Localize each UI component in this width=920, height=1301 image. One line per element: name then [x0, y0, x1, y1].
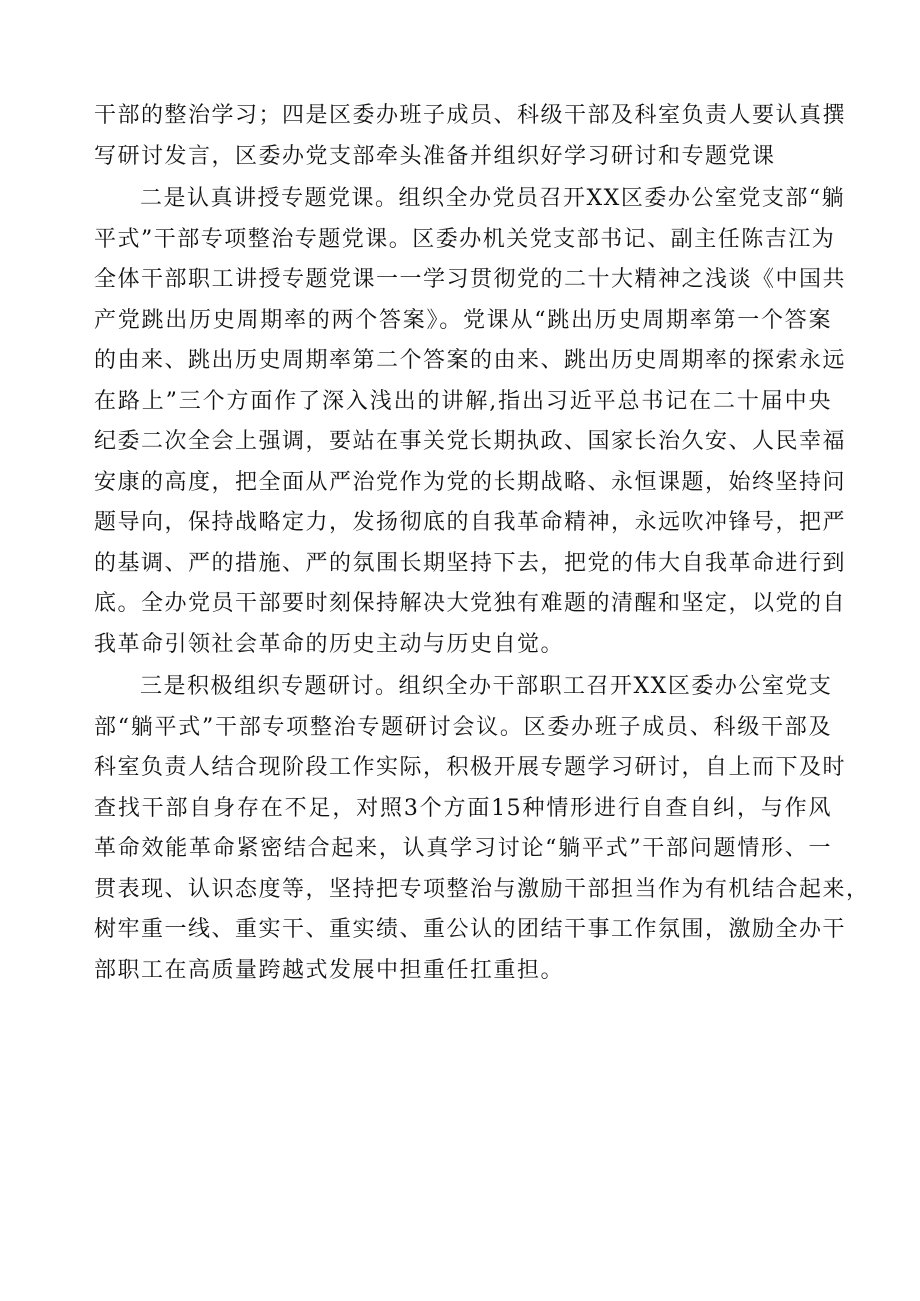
text-line: 干部的整治学习；四是区委办班子成员、科级干部及科室负责人要认真撰 — [94, 103, 847, 128]
text-line: 的由来、跳出历史周期率第二个答案的由来、跳出历史周期率的探索永远 — [94, 348, 847, 373]
text-line: 在路上”三个方面作了深入浅出的讲解,指出习近平总书记在二十届中央 — [94, 388, 832, 414]
text-line: 安康的高度，把全面从严治党作为党的长期战略、永恒课题，始终坚持问 — [94, 469, 847, 495]
text-line: 革命效能革命紧密结合起来，认真学习讨论“躺平式”干部问题情形、一 — [94, 836, 832, 861]
text-line: 纪委二次全会上强调，要站在事关党长期执政、国家长治久安、人民幸福 — [94, 429, 847, 454]
text-line: 贯表现、认识态度等，坚持把专项整治与激励干部担当作为有机结合起来， — [94, 876, 870, 902]
text-line: 题导向，保持战略定力，发扬彻底的自我革命精神，永远吹冲锋号，把严 — [94, 510, 847, 535]
text-line: 我革命引领社会革命的历史主动与历史自觉。 — [94, 631, 565, 657]
paragraph-continuation — [94, 96, 847, 177]
paragraph-discussion — [94, 667, 870, 991]
text-line: 产党跳出历史周期率的两个答案》。党课从“跳出历史周期率第一个答案 — [94, 307, 832, 333]
text-line: 底。全办党员干部要时刻保持解决大党独有难题的清醒和坚定，以党的自 — [94, 591, 847, 616]
text-line: 树牢重一线、重实干、重实绩、重公认的团结干事工作氛围，激励全办干 — [94, 917, 847, 942]
text-line: 部“躺平式”干部专项整治专题研讨会议。区委办班子成员、科级干部及 — [94, 714, 832, 740]
text-line: 科室负责人结合现阶段工作实际，积极开展专题学习研讨，自上而下及时 — [94, 755, 847, 780]
text-line: 平式”干部专项整治专题党课。区委办机关党支部书记、副主任陈吉江为 — [94, 226, 836, 252]
document-page — [94, 96, 870, 991]
text-line: 的基调、严的措施、严的氛围长期坚持下去，把党的伟大自我革命进行到 — [94, 550, 847, 576]
text-line: 二是认真讲授专题党课。组织全办党员召开XX区委办公室党支部“躺 — [140, 186, 846, 211]
text-line: 写研讨发言，区委办党支部牵头准备并组织好学习研讨和专题党课 — [94, 143, 776, 169]
paragraph-lecture — [94, 179, 847, 665]
text-line: 查找干部自身存在不足，对照3个方面15种情形进行自查自纠，与作风 — [94, 795, 832, 821]
text-line: 全体干部职工讲授专题党课一一学习贯彻党的二十大精神之浅谈《中国共 — [94, 267, 847, 292]
text-line: 部职工在高质量跨越式发展中担重任扛重担。 — [94, 957, 565, 983]
text-line: 三是积极组织专题研讨。组织全办干部职工召开XX区委办公室党支 — [140, 674, 833, 699]
